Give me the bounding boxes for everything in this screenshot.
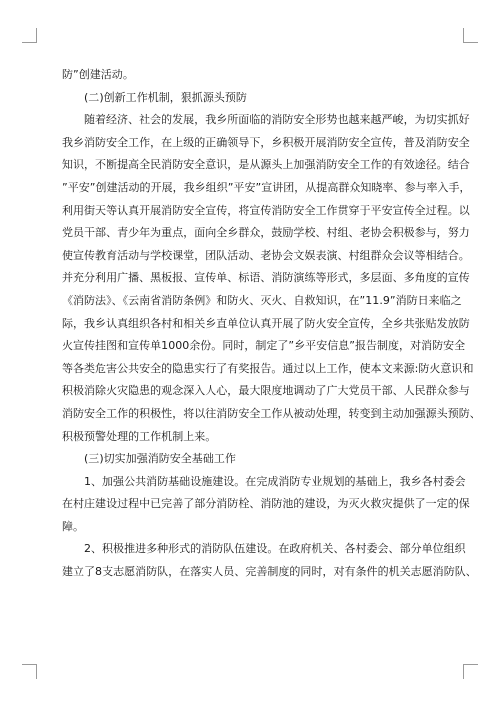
section-heading: (三)切实加强消防安全基础工作 (84, 452, 236, 466)
text-line: 积极预警处理的工作机制上来。 (62, 429, 217, 443)
paragraph-first-line: 2、积极推进多种形式的消防队伍建设。在政府机关、各村委会、部分单位组织 (84, 542, 466, 556)
text-line: 《消防法》、《云南省消防条例》和防火、灭火、自救知识，在”11.9”消防日来临之 (62, 293, 462, 307)
text-line: 使宣传教育活动与学校课堂，团队活动、老协会文娱表演、村组群众会议等相结合。 (62, 248, 470, 262)
text-line: 知识，不断提高全民消防安全意识，是从源头上加强消防安全工作的有效途径。结合 (62, 158, 470, 172)
text-line: 消防安全工作的积极性，将以往消防安全工作从被动处理，转变到主动加强源头预防、 (62, 406, 481, 420)
paragraph-first-line: 随着经济、社会的发展，我乡所面临的消防安全形势也越来越严峻，为切实抓好 (84, 113, 470, 127)
text-line: 建立了8支志愿消防队，在落实人员、完善制度的同时，对有条件的机关志愿消防队、 (62, 565, 477, 579)
section-heading: (二)创新工作机制，狠抓源头预防 (84, 90, 247, 104)
crop-mark-bottom-left (22, 664, 37, 679)
text-line: 等各类危害公共安全的隐患实行了有奖报告。通过以上工作，使本文来源:防火意识和 (62, 361, 474, 375)
crop-mark-top-right (463, 28, 478, 43)
crop-mark-bottom-right (463, 664, 478, 679)
crop-mark-top-left (22, 28, 37, 43)
text-line: 障。 (62, 519, 85, 533)
text-line: 防”创建活动。 (62, 68, 134, 81)
text-line: 积极消除火灾隐患的观念深入人心，最大限度地调动了广大党员干部、人民群众参与 (62, 384, 470, 398)
text-line: 我乡消防安全工作，在上级的正确领导下，乡积极开展消防安全宣传，普及消防安全 (62, 135, 470, 149)
text-line: 利用街天等认真开展消防安全宣传，将宣传消防安全工作贯穿于平安宣传全过程。以 (62, 203, 470, 217)
text-line: 在村庄建设过程中已完善了部分消防栓、消防池的建设，为灭火救灾提供了一定的保 (62, 497, 470, 511)
text-line: ”平安”创建活动的开展，我乡组织”平安”宣讲团，从提高群众知晓率、参与率入手， (62, 180, 471, 194)
document-body (62, 64, 481, 584)
paragraph-first-line: 1、加强公共消防基础设施建设。在完成消防专业规划的基础上，我乡各村委会 (84, 474, 466, 488)
text-line: 并充分利用广播、黑板报、宣传单、标语、消防演练等形式，多层面、多角度的宣传 (62, 271, 470, 285)
text-line: 际，我乡认真组织各村和相关乡直单位认真开展了防火安全宣传，全乡共张贴发放防 (62, 316, 470, 330)
text-line: 火宣传挂图和宣传单1000余份。同时，制定了”乡平安信息”报告制度，对消防安全 (62, 339, 466, 353)
text-line: 党员干部、青少年为重点，面向全乡群众，鼓励学校、村组、老协会积极参与，努力 (62, 226, 470, 240)
